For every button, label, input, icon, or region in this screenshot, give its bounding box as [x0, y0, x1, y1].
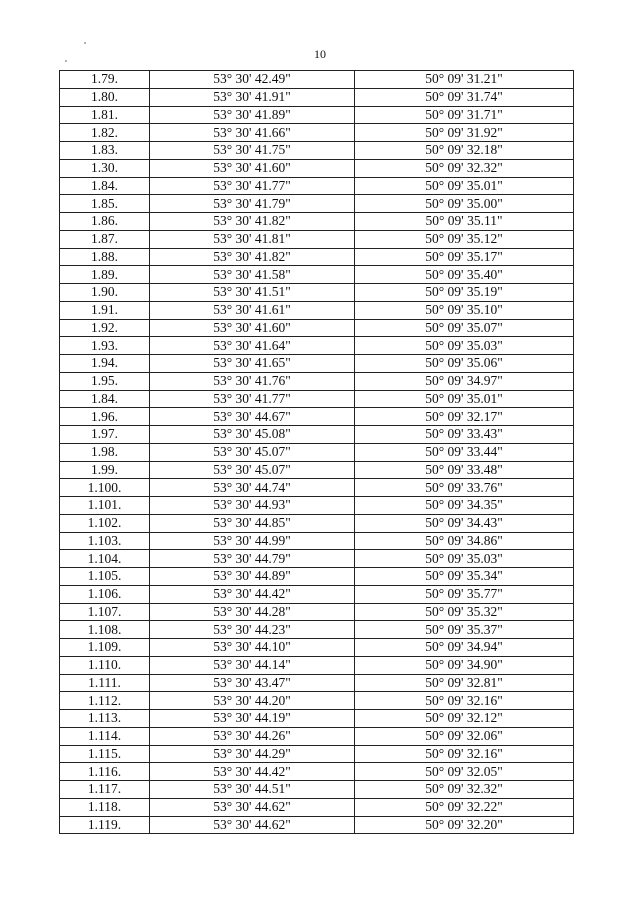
table-row: [60, 266, 574, 284]
point-number-cell: 1.30.: [60, 159, 150, 177]
point-number-cell: 1.96.: [60, 408, 150, 426]
latitude-cell: 53° 30' 44.93": [150, 497, 355, 515]
point-number-cell: 1.90.: [60, 284, 150, 302]
longitude-cell: 50° 09' 35.01": [355, 177, 574, 195]
point-number-cell: 1.110.: [60, 656, 150, 674]
latitude-cell: 53° 30' 41.66": [150, 124, 355, 142]
point-number-cell: 1.81.: [60, 106, 150, 124]
page-number: 10: [314, 47, 326, 61]
point-number-cell: 1.111.: [60, 674, 150, 692]
longitude-cell: 50° 09' 35.77": [355, 585, 574, 603]
latitude-cell: 53° 30' 44.79": [150, 550, 355, 568]
point-number-cell: 1.103.: [60, 532, 150, 550]
longitude-cell: 50° 09' 35.37": [355, 621, 574, 639]
latitude-cell: 53° 30' 41.58": [150, 266, 355, 284]
longitude-cell: 50° 09' 32.18": [355, 142, 574, 160]
latitude-cell: 53° 30' 43.47": [150, 674, 355, 692]
table-row: [60, 301, 574, 319]
longitude-cell: 50° 09' 31.74": [355, 88, 574, 106]
point-number-cell: 1.108.: [60, 621, 150, 639]
table-row: [60, 248, 574, 266]
coordinates-table: [59, 70, 574, 834]
longitude-cell: 50° 09' 35.32": [355, 603, 574, 621]
latitude-cell: 53° 30' 42.49": [150, 71, 355, 89]
longitude-cell: 50° 09' 32.32": [355, 781, 574, 799]
table-row: [60, 532, 574, 550]
latitude-cell: 53° 30' 44.89": [150, 568, 355, 586]
latitude-cell: 53° 30' 41.61": [150, 301, 355, 319]
longitude-cell: 50° 09' 34.94": [355, 639, 574, 657]
latitude-cell: 53° 30' 44.28": [150, 603, 355, 621]
latitude-cell: 53° 30' 41.64": [150, 337, 355, 355]
longitude-cell: 50° 09' 34.97": [355, 372, 574, 390]
table-row: [60, 692, 574, 710]
point-number-cell: 1.82.: [60, 124, 150, 142]
point-number-cell: 1.80.: [60, 88, 150, 106]
point-number-cell: 1.88.: [60, 248, 150, 266]
latitude-cell: 53° 30' 41.60": [150, 319, 355, 337]
longitude-cell: 50° 09' 35.03": [355, 550, 574, 568]
latitude-cell: 53° 30' 44.51": [150, 781, 355, 799]
table-row: [60, 621, 574, 639]
longitude-cell: 50° 09' 34.35": [355, 497, 574, 515]
longitude-cell: 50° 09' 33.43": [355, 426, 574, 444]
point-number-cell: 1.92.: [60, 319, 150, 337]
table-row: [60, 372, 574, 390]
table-row: [60, 461, 574, 479]
point-number-cell: 1.117.: [60, 781, 150, 799]
table-row: [60, 514, 574, 532]
latitude-cell: 53° 30' 41.77": [150, 390, 355, 408]
latitude-cell: 53° 30' 44.19": [150, 710, 355, 728]
point-number-cell: 1.106.: [60, 585, 150, 603]
point-number-cell: 1.95.: [60, 372, 150, 390]
point-number-cell: 1.104.: [60, 550, 150, 568]
point-number-cell: 1.94.: [60, 355, 150, 373]
longitude-cell: 50° 09' 32.22": [355, 798, 574, 816]
latitude-cell: 53° 30' 44.23": [150, 621, 355, 639]
table-row: [60, 195, 574, 213]
point-number-cell: 1.102.: [60, 514, 150, 532]
table-row: [60, 550, 574, 568]
latitude-cell: 53° 30' 44.26": [150, 727, 355, 745]
table-row: [60, 710, 574, 728]
longitude-cell: 50° 09' 35.34": [355, 568, 574, 586]
table-row: [60, 124, 574, 142]
point-number-cell: 1.114.: [60, 727, 150, 745]
longitude-cell: 50° 09' 32.05": [355, 763, 574, 781]
point-number-cell: 1.84.: [60, 390, 150, 408]
table-row: [60, 408, 574, 426]
table-row: [60, 355, 574, 373]
latitude-cell: 53° 30' 41.79": [150, 195, 355, 213]
latitude-cell: 53° 30' 41.76": [150, 372, 355, 390]
latitude-cell: 53° 30' 44.99": [150, 532, 355, 550]
point-number-cell: 1.91.: [60, 301, 150, 319]
point-number-cell: 1.112.: [60, 692, 150, 710]
longitude-cell: 50° 09' 35.19": [355, 284, 574, 302]
point-number-cell: 1.105.: [60, 568, 150, 586]
latitude-cell: 53° 30' 44.42": [150, 763, 355, 781]
table-row: [60, 745, 574, 763]
latitude-cell: 53° 30' 41.51": [150, 284, 355, 302]
longitude-cell: 50° 09' 35.11": [355, 213, 574, 231]
table-row: [60, 88, 574, 106]
longitude-cell: 50° 09' 32.17": [355, 408, 574, 426]
point-number-cell: 1.83.: [60, 142, 150, 160]
table-row: [60, 763, 574, 781]
scan-speck: [84, 42, 86, 44]
latitude-cell: 53° 30' 45.07": [150, 443, 355, 461]
longitude-cell: 50° 09' 32.12": [355, 710, 574, 728]
latitude-cell: 53° 30' 41.82": [150, 213, 355, 231]
coordinates-table-body: [60, 71, 574, 834]
table-row: [60, 568, 574, 586]
table-row: [60, 213, 574, 231]
table-row: [60, 497, 574, 515]
table-row: [60, 603, 574, 621]
latitude-cell: 53° 30' 41.81": [150, 230, 355, 248]
longitude-cell: 50° 09' 32.32": [355, 159, 574, 177]
longitude-cell: 50° 09' 32.16": [355, 692, 574, 710]
longitude-cell: 50° 09' 34.43": [355, 514, 574, 532]
point-number-cell: 1.99.: [60, 461, 150, 479]
latitude-cell: 53° 30' 41.60": [150, 159, 355, 177]
longitude-cell: 50° 09' 35.07": [355, 319, 574, 337]
table-row: [60, 798, 574, 816]
latitude-cell: 53° 30' 44.67": [150, 408, 355, 426]
table-row: [60, 177, 574, 195]
table-row: [60, 230, 574, 248]
latitude-cell: 53° 30' 44.85": [150, 514, 355, 532]
point-number-cell: 1.115.: [60, 745, 150, 763]
latitude-cell: 53° 30' 41.65": [150, 355, 355, 373]
table-row: [60, 159, 574, 177]
point-number-cell: 1.97.: [60, 426, 150, 444]
latitude-cell: 53° 30' 44.14": [150, 656, 355, 674]
longitude-cell: 50° 09' 35.03": [355, 337, 574, 355]
longitude-cell: 50° 09' 34.86": [355, 532, 574, 550]
longitude-cell: 50° 09' 32.81": [355, 674, 574, 692]
longitude-cell: 50° 09' 32.20": [355, 816, 574, 834]
longitude-cell: 50° 09' 31.71": [355, 106, 574, 124]
table-row: [60, 656, 574, 674]
table-row: [60, 479, 574, 497]
longitude-cell: 50° 09' 32.16": [355, 745, 574, 763]
table-row: [60, 390, 574, 408]
latitude-cell: 53° 30' 45.07": [150, 461, 355, 479]
point-number-cell: 1.100.: [60, 479, 150, 497]
latitude-cell: 53° 30' 44.62": [150, 798, 355, 816]
point-number-cell: 1.116.: [60, 763, 150, 781]
table-row: [60, 426, 574, 444]
longitude-cell: 50° 09' 33.48": [355, 461, 574, 479]
longitude-cell: 50° 09' 31.21": [355, 71, 574, 89]
table-row: [60, 284, 574, 302]
point-number-cell: 1.113.: [60, 710, 150, 728]
latitude-cell: 53° 30' 41.75": [150, 142, 355, 160]
longitude-cell: 50° 09' 35.01": [355, 390, 574, 408]
latitude-cell: 53° 30' 44.29": [150, 745, 355, 763]
latitude-cell: 53° 30' 44.62": [150, 816, 355, 834]
point-number-cell: 1.79.: [60, 71, 150, 89]
table-row: [60, 319, 574, 337]
table-row: [60, 443, 574, 461]
latitude-cell: 53° 30' 44.42": [150, 585, 355, 603]
table-row: [60, 142, 574, 160]
table-row: [60, 639, 574, 657]
point-number-cell: 1.101.: [60, 497, 150, 515]
longitude-cell: 50° 09' 33.76": [355, 479, 574, 497]
latitude-cell: 53° 30' 41.91": [150, 88, 355, 106]
table-row: [60, 727, 574, 745]
longitude-cell: 50° 09' 31.92": [355, 124, 574, 142]
point-number-cell: 1.119.: [60, 816, 150, 834]
table-row: [60, 674, 574, 692]
point-number-cell: 1.118.: [60, 798, 150, 816]
table-row: [60, 781, 574, 799]
longitude-cell: 50° 09' 35.12": [355, 230, 574, 248]
latitude-cell: 53° 30' 45.08": [150, 426, 355, 444]
point-number-cell: 1.85.: [60, 195, 150, 213]
longitude-cell: 50° 09' 33.44": [355, 443, 574, 461]
point-number-cell: 1.98.: [60, 443, 150, 461]
table-row: [60, 337, 574, 355]
longitude-cell: 50° 09' 35.10": [355, 301, 574, 319]
table-row: [60, 71, 574, 89]
point-number-cell: 1.84.: [60, 177, 150, 195]
longitude-cell: 50° 09' 32.06": [355, 727, 574, 745]
point-number-cell: 1.86.: [60, 213, 150, 231]
latitude-cell: 53° 30' 44.74": [150, 479, 355, 497]
longitude-cell: 50° 09' 35.06": [355, 355, 574, 373]
longitude-cell: 50° 09' 34.90": [355, 656, 574, 674]
longitude-cell: 50° 09' 35.40": [355, 266, 574, 284]
latitude-cell: 53° 30' 41.82": [150, 248, 355, 266]
point-number-cell: 1.109.: [60, 639, 150, 657]
point-number-cell: 1.89.: [60, 266, 150, 284]
table-row: [60, 585, 574, 603]
table-row: [60, 106, 574, 124]
point-number-cell: 1.107.: [60, 603, 150, 621]
point-number-cell: 1.93.: [60, 337, 150, 355]
point-number-cell: 1.87.: [60, 230, 150, 248]
latitude-cell: 53° 30' 41.77": [150, 177, 355, 195]
table-row: [60, 816, 574, 834]
latitude-cell: 53° 30' 44.20": [150, 692, 355, 710]
latitude-cell: 53° 30' 44.10": [150, 639, 355, 657]
longitude-cell: 50° 09' 35.00": [355, 195, 574, 213]
latitude-cell: 53° 30' 41.89": [150, 106, 355, 124]
longitude-cell: 50° 09' 35.17": [355, 248, 574, 266]
